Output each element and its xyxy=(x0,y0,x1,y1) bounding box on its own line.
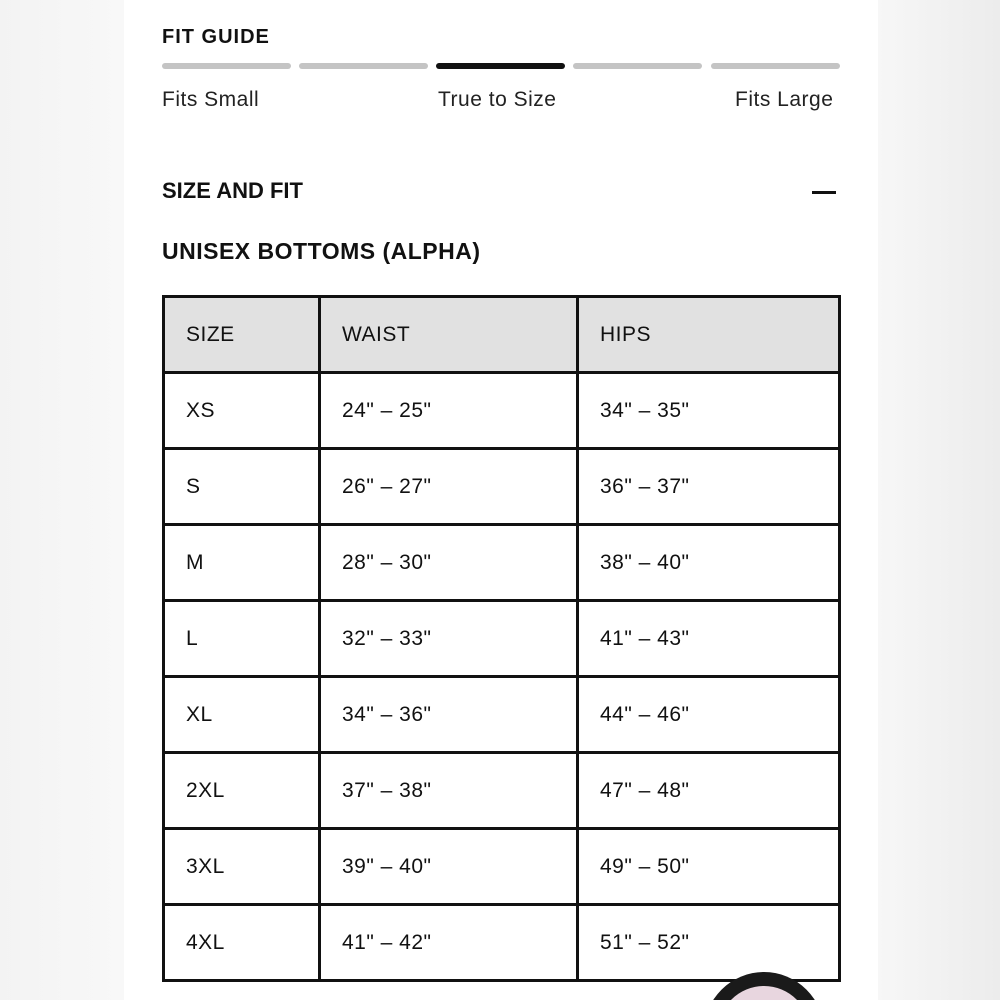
table-header-row xyxy=(164,297,840,373)
cell-size: 3XL xyxy=(164,829,320,905)
cell-size: L xyxy=(164,601,320,677)
cell-waist: 26" – 27" xyxy=(320,449,578,525)
fit-segment-1 xyxy=(162,63,291,69)
cell-size: 2XL xyxy=(164,753,320,829)
cell-waist: 32" – 33" xyxy=(320,601,578,677)
header-waist: WAIST xyxy=(320,297,578,373)
cell-hips: 47" – 48" xyxy=(578,753,840,829)
cell-waist: 34" – 36" xyxy=(320,677,578,753)
table-row xyxy=(164,905,840,981)
table-row xyxy=(164,829,840,905)
table-row xyxy=(164,677,840,753)
fit-segment-2 xyxy=(299,63,428,69)
cell-size: XS xyxy=(164,373,320,449)
fit-label-large: Fits Large xyxy=(735,88,834,111)
table-row xyxy=(164,525,840,601)
cell-hips: 41" – 43" xyxy=(578,601,840,677)
product-details-panel xyxy=(124,0,878,1000)
minus-icon xyxy=(812,191,836,194)
cell-waist: 28" – 30" xyxy=(320,525,578,601)
cell-hips: 38" – 40" xyxy=(578,525,840,601)
fit-segment-5 xyxy=(711,63,840,69)
table-row xyxy=(164,449,840,525)
header-hips: HIPS xyxy=(578,297,840,373)
fit-segment-4 xyxy=(573,63,702,69)
collapse-section-button[interactable] xyxy=(808,178,840,206)
cell-size: S xyxy=(164,449,320,525)
cell-waist: 39" – 40" xyxy=(320,829,578,905)
cell-waist: 24" – 25" xyxy=(320,373,578,449)
cell-hips: 44" – 46" xyxy=(578,677,840,753)
left-backdrop xyxy=(0,0,124,1000)
cell-waist: 37" – 38" xyxy=(320,753,578,829)
right-backdrop xyxy=(878,0,1000,1000)
cell-hips: 36" – 37" xyxy=(578,449,840,525)
cell-hips: 49" – 50" xyxy=(578,829,840,905)
cell-waist: 41" – 42" xyxy=(320,905,578,981)
fit-guide-title: FIT GUIDE xyxy=(162,26,270,48)
size-chart-title: UNISEX BOTTOMS (ALPHA) xyxy=(162,238,481,264)
size-chart-table xyxy=(162,295,841,982)
cell-size: 4XL xyxy=(164,905,320,981)
cell-size: XL xyxy=(164,677,320,753)
chat-avatar-icon xyxy=(718,986,810,1000)
size-and-fit-title: SIZE AND FIT xyxy=(162,178,303,203)
cell-hips: 51" – 52" xyxy=(578,905,840,981)
table-row xyxy=(164,373,840,449)
table-row xyxy=(164,601,840,677)
fit-label-true-to-size: True to Size xyxy=(438,88,557,111)
fit-segment-3-selected xyxy=(436,63,565,69)
cell-size: M xyxy=(164,525,320,601)
table-row xyxy=(164,753,840,829)
cell-hips: 34" – 35" xyxy=(578,373,840,449)
fit-label-small: Fits Small xyxy=(162,88,260,111)
header-size: SIZE xyxy=(164,297,320,373)
